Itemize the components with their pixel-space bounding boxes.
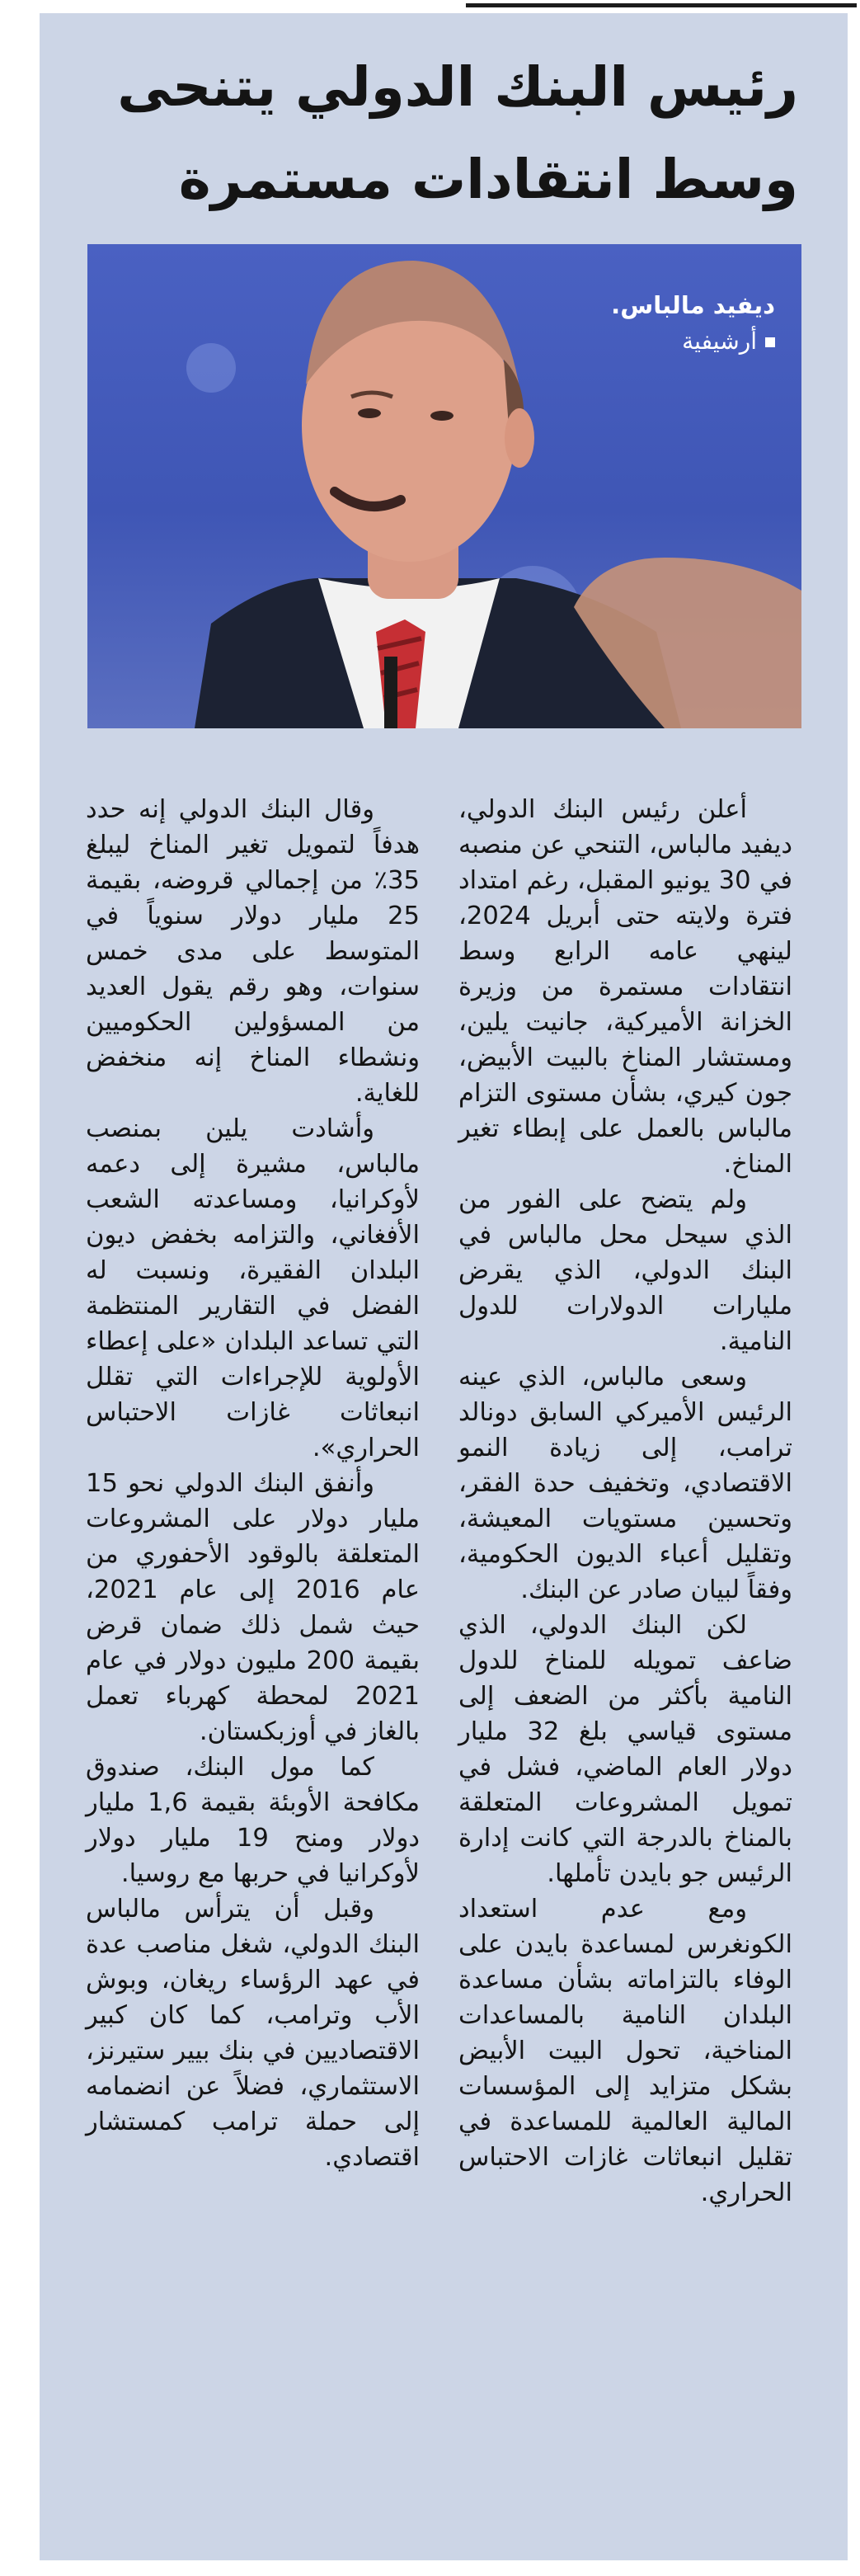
paragraph: ولم يتضح على الفور من الذي سيحل محل مالباس في البنك الدولي، الذي يقرض مليارات الدولارات للدول النامية. (458, 1185, 792, 1356)
top-rule (466, 3, 857, 7)
paragraph: وقال البنك الدولي إنه حدد هدفاً لتمويل تغير المناخ ليبلغ 35٪ من إجمالي قروضه، بقيمة 25 مليار دولار سنوياً في المتوسط على مدى خمس سنوات، وهو رقم يقول العديد من المسؤولين الحكوميين ونشطاء المناخ إنه منخفض للغاية. (86, 795, 420, 1108)
headline: رئيس البنك الدولي يتنحى وسط انتقادات مستمرة (117, 55, 798, 211)
paragraph: وأنفق البنك الدولي نحو 15 مليار دولار على المشروعات المتعلقة بالوقود الأحفوري من عام 2016 إلى عام 2021، حيث شمل ذلك ضمان قرض بقيمة 200 مليون دولار في عام 2021 لمحطة كهرباء تعمل بالغاز في أوزبكستان. (86, 1469, 420, 1746)
photo-caption (611, 287, 775, 360)
article-page (40, 13, 848, 2560)
paragraph: ومع عدم استعداد الكونغرس لمساعدة بايدن على الوفاء بالتزاماته بشأن مساعدة البلدان النامية بالمساعدات المناخية، تحول البيت الأبيض بشكل متزايد إلى المؤسسات المالية العالمية للمساعدة في تقليل انبعاثات غازات الاحتباس الحراري. (458, 1895, 792, 2207)
paragraph: كما مول البنك، صندوق مكافحة الأوبئة بقيمة 1,6 مليار دولار ومنح 19 مليار دولار لأوكرانيا في حربها مع روسيا. (86, 1753, 420, 1888)
paragraph: وأشادت يلين بمنصب مالباس، مشيرة إلى دعمه لأوكرانيا، ومساعدته الشعب الأفغاني، والتزامه بخفض ديون البلدان الفقيرة، ونسبت له الفضل في التقارير المنتظمة التي تساعد البلدان «على إعطاء الأولوية للإجراءات التي تقلل انبعاثات غازات الاحتباس الحراري». (86, 1114, 420, 1462)
paragraph: أعلن رئيس البنك الدولي، ديفيد مالباس، التنحي عن منصبه في 30 يونيو المقبل، رغم امتداد فترة ولايته حتى أبريل 2024، لينهي عامه الرابع وسط انتقادات مستمرة من وزيرة الخزانة الأميركية، جانيت يلين، ومستشار المناخ بالبيت الأبيض، جون كيري، بشأن مستوى التزام مالباس بالعمل على إبطاء تغير المناخ. (458, 795, 792, 1179)
caption-name: ديفيد مالباس. (611, 291, 775, 319)
paragraph: وسعى مالباس، الذي عينه الرئيس الأميركي السابق دونالد ترامب، إلى زيادة النمو الاقتصادي، وتخفيف حدة الفقر، وتحسين مستويات المعيشة، وتقليل أعباء الديون الحكومية، وفقاً لبيان صادر عن البنك. (458, 1363, 792, 1604)
paragraph: لكن البنك الدولي، الذي ضاعف تمويله للمناخ للدول النامية بأكثر من الضعف إلى مستوى قياسي بلغ 32 مليار دولار العام الماضي، فشل في تمويل المشروعات المتعلقة بالمناخ بالدرجة التي كانت إدارة الرئيس جو بايدن تأملها. (458, 1611, 792, 1888)
bullet-square-icon (765, 337, 775, 347)
paragraph: وقبل أن يترأس مالباس البنك الدولي، شغل مناصب عدة في عهد الرؤساء ريغان، وبوش الأب وترامب، كما كان كبير الاقتصاديين في بنك بيير ستيرنز، الاستثماري، فضلاً عن انضمامه إلى حملة ترامب كمستشار اقتصادي. (86, 1895, 420, 2172)
article-column-left (86, 792, 420, 2175)
caption-source-label: أرشيفية (682, 327, 757, 355)
article-column-right (458, 792, 792, 2211)
caption-source (611, 323, 775, 360)
article-photo (87, 244, 801, 728)
